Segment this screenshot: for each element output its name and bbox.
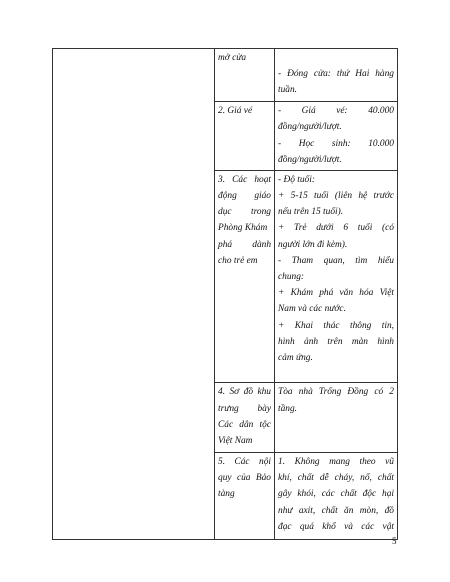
page-number: 5: [392, 536, 397, 546]
row-label: [215, 453, 274, 503]
content-line: hình ảnh trên màn hình: [278, 336, 394, 347]
label-line: phá dành: [218, 239, 271, 250]
row-content: [275, 171, 397, 366]
content-line: gây khói, các chất độc hại: [278, 489, 394, 500]
label-line: Các dân tộc: [218, 419, 271, 430]
content-line: nếu trên 15 tuổi).: [278, 207, 344, 218]
row-label-cell: [215, 170, 275, 383]
content-line: khí, chất dễ cháy, nổ, chất: [278, 473, 394, 484]
label-line: cho trẻ em: [218, 255, 258, 266]
content-line: - Đóng cửa: thứ Hai hàng: [278, 69, 394, 80]
row-content-cell: [275, 383, 398, 453]
content-line: + Trẻ dưới 6 tuổi (có: [278, 223, 394, 234]
label-line: tàng: [218, 489, 235, 500]
label-line: dục trong: [218, 207, 271, 218]
row-label-cell: [215, 49, 275, 102]
row-content-cell: [275, 453, 398, 540]
row-content: [275, 49, 397, 99]
content-line: đồng/người/lượt.: [278, 154, 342, 165]
label-line: động giáo: [218, 190, 271, 201]
content-line: Nam và các nước.: [278, 304, 346, 315]
row-content-cell: [275, 49, 398, 102]
label-line: quy của Bảo: [218, 473, 271, 484]
label-line: 4. Sơ đồ khu: [218, 387, 271, 398]
row-content: [275, 383, 397, 416]
empty-left-column: [53, 49, 215, 540]
row-label: [215, 49, 274, 66]
content-line: - Giá vé: 40.000: [278, 106, 394, 117]
content-line: tuần.: [278, 85, 298, 96]
content-line: cảm ứng.: [278, 352, 313, 363]
content-line: + Khai thác thông tin,: [278, 320, 394, 331]
content-line: đồng/người/lượt.: [278, 122, 342, 133]
row-label: [215, 171, 274, 269]
row-content: [275, 102, 397, 168]
table-row: [53, 49, 398, 102]
content-line: - Học sinh: 10.000: [278, 138, 394, 149]
content-line: tầng.: [278, 403, 298, 414]
content-line: 1. Không mang theo vũ: [278, 457, 394, 468]
row-label-cell: [215, 102, 275, 171]
content-line: - Tham quan, tìm hiểu: [278, 255, 394, 266]
label-line: 5. Các nội: [218, 457, 271, 468]
row-content: [275, 453, 397, 535]
label-line: mở cửa: [218, 53, 247, 63]
row-label: [215, 102, 274, 119]
row-label-cell: [215, 383, 275, 453]
label-line: 2. Giá vé: [218, 106, 253, 117]
content-line: người lớn đi kèm).: [278, 239, 348, 250]
row-label-cell: [215, 453, 275, 540]
content-line: như axit, chất ăn mòn, đồ: [278, 505, 394, 516]
info-table: [52, 48, 398, 540]
content-line: chung:: [278, 271, 305, 282]
label-line: Phòng Khám: [218, 223, 268, 234]
content-line: + 5-15 tuổi (liên hệ trước: [278, 190, 394, 201]
content-line: + Khám phá văn hóa Việt: [278, 288, 394, 299]
content-line: - Độ tuổi:: [278, 174, 315, 185]
row-content-cell: [275, 102, 398, 171]
content-line: Tòa nhà Trống Đồng có 2: [278, 387, 394, 398]
label-line: trưng bày: [218, 403, 271, 414]
content-line: [278, 50, 394, 66]
row-content-cell: [275, 170, 398, 383]
content-line: đạc quá khổ và các vật: [278, 521, 394, 532]
label-line: 3. Các hoạt: [218, 174, 271, 185]
label-line: Việt Nam: [218, 436, 253, 447]
row-label: [215, 383, 274, 449]
